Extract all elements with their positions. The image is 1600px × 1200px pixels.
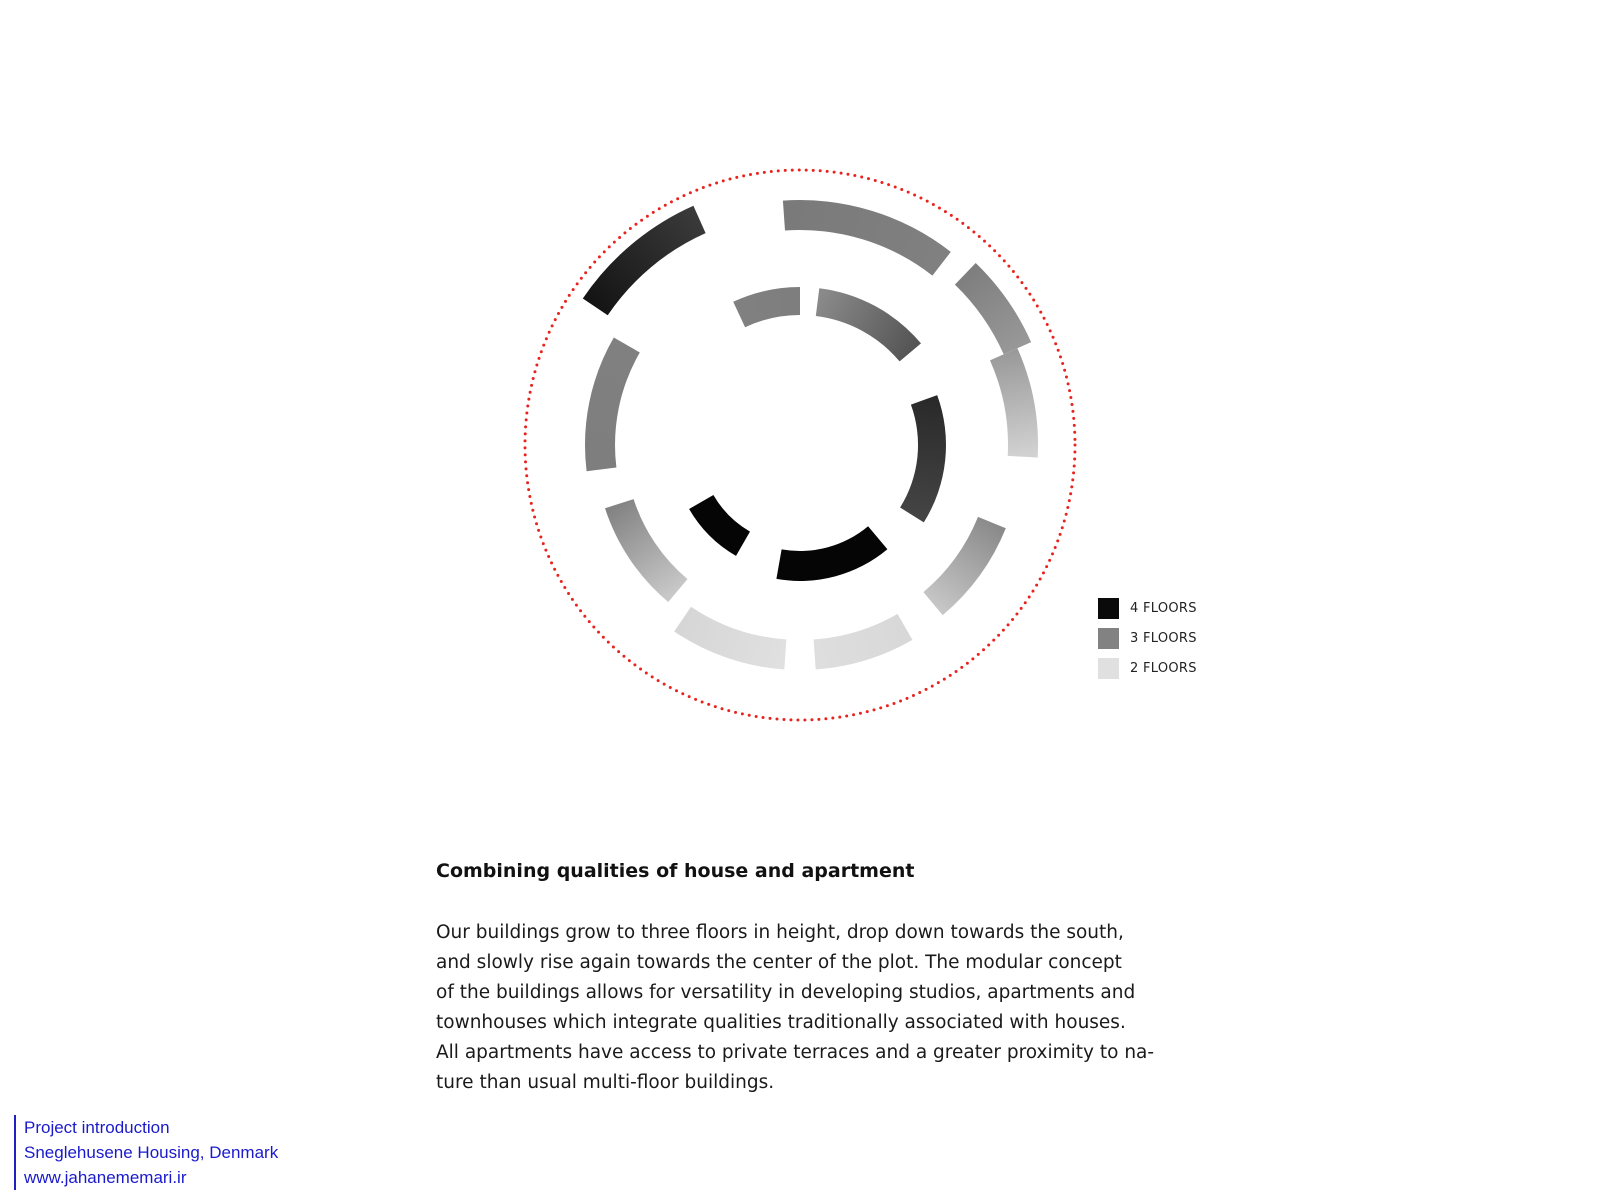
building-segment <box>990 348 1038 457</box>
building-segment <box>733 287 800 327</box>
legend-item-3-floors <box>1098 627 1197 649</box>
description-line: and slowly rise again towards the center of the plot. The modular concept <box>436 952 1122 973</box>
legend-swatch-4-floors <box>1098 598 1119 619</box>
building-segment <box>583 206 706 316</box>
legend-label-2-floors: 2 FLOORS <box>1130 660 1197 676</box>
legend-item-2-floors <box>1098 657 1197 679</box>
footer-project-name: Sneglehusene Housing, Denmark <box>24 1143 279 1162</box>
building-segment <box>955 263 1031 354</box>
description-line: of the buildings allows for versatility in developing studios, apartments and <box>436 982 1136 1003</box>
description-line: townhouses which integrate qualities traditionally associated with houses. <box>436 1012 1126 1033</box>
description-line: ture than usual multi-floor buildings. <box>436 1072 775 1093</box>
building-segment <box>585 338 640 472</box>
legend-label-3-floors: 3 FLOORS <box>1130 630 1197 646</box>
legend-label-4-floors: 4 FLOORS <box>1130 600 1197 616</box>
description-paragraph <box>436 918 1236 1098</box>
building-segments <box>583 200 1038 669</box>
building-segment <box>605 499 688 602</box>
building-segment <box>923 517 1005 615</box>
building-segment <box>816 288 921 361</box>
footer-title: Project introduction <box>24 1118 170 1137</box>
building-segment <box>674 607 786 670</box>
building-segment <box>689 495 750 556</box>
building-segment <box>783 200 951 276</box>
building-segment <box>900 395 946 522</box>
legend-item-4-floors <box>1098 597 1197 619</box>
description-line: Our buildings grow to three floors in height, drop down towards the south, <box>436 922 1124 943</box>
footer-website-link[interactable]: www.jahanememari.ir <box>24 1168 187 1187</box>
legend-swatch-2-floors <box>1098 658 1119 679</box>
building-segment <box>814 614 913 670</box>
building-segment <box>776 526 887 581</box>
legend-swatch-3-floors <box>1098 628 1119 649</box>
section-heading: Combining qualities of house and apartment <box>436 860 915 882</box>
footer-caption <box>14 1115 278 1190</box>
description-line: All apartments have access to private terraces and a greater proximity to na- <box>436 1042 1155 1063</box>
